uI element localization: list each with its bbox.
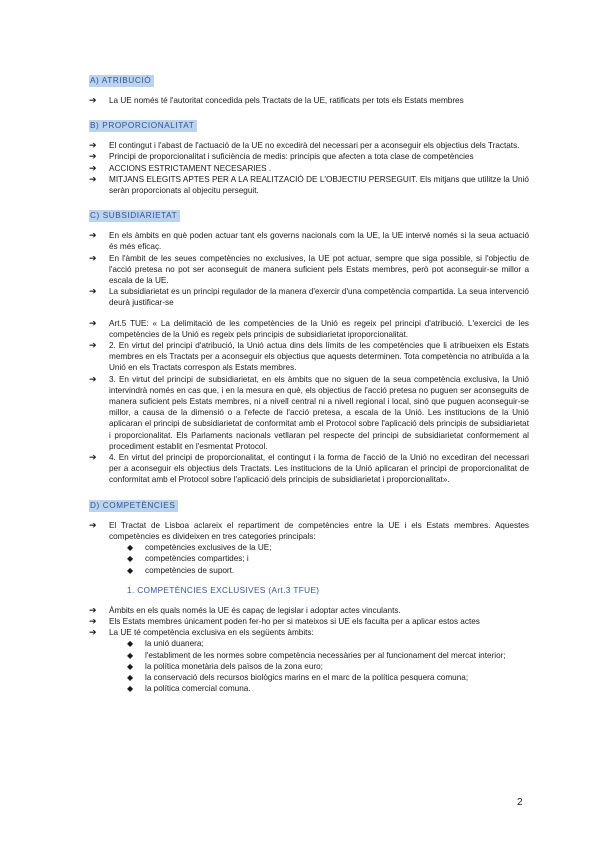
list-item-text: La UE només té l'autoritat concedida pels Tractats de la UE, ratificats per tots els Estats membres bbox=[109, 96, 464, 105]
arrow-right-icon: ➔ bbox=[89, 162, 97, 173]
list-item-text: MITJANS ELEGITS APTES PER A LA REALITZACIÓ DE L'OBJECTIU PERSEGUIT. Els mitjans que utilitze la Unió seràn proporcionats al objecitu perseguit. bbox=[109, 174, 529, 196]
list-item-text: 4. En virtut del principi de proporcionalitat, el contingut i la forma de l'acció de la Unió no excediran del necessari per a aconseguir els objectius dels Tractats. Les institucions de la Unió aplicaran el principi de proporcionalitat de conformitat amb el Protocol sobre l'aplicació dels principis de subsidiarietat i proporcionalitat». bbox=[109, 453, 529, 485]
list-item-text: Art.5 TUE: « La delimitació de les competències de la Unió es regeix pel principi d'atribució. L'exercici de les competències de la Unió es regeix pels principis de subsidiarietat iproporcionalitat. bbox=[109, 318, 529, 339]
section-heading: D) COMPETÈNCIES bbox=[89, 500, 178, 512]
list-item bbox=[89, 230, 529, 252]
list-item-text: La subsidiarietat es un principi regulador de la manera d'exercir d'una competència compartida. La seua intervenció deurà justificar-se bbox=[109, 287, 529, 308]
list-item-text: El Tractat de Lisboa aclareix el repartiment de competències entre la UE i els Estats membres. Aquestes competències es divideixen en tres categories principals: bbox=[109, 520, 529, 541]
arrow-right-icon: ➔ bbox=[89, 252, 97, 263]
arrow-right-icon: ➔ bbox=[89, 452, 97, 463]
sub-list-item-text: competències compartides; i bbox=[145, 554, 249, 564]
sub-list-item-text: competències exclusives de la UE; bbox=[145, 543, 272, 553]
sub-list-item-text: competències de suport. bbox=[145, 565, 235, 575]
sub-list-item bbox=[89, 553, 529, 564]
list-item-text: Àmbits en els quals només la UE és capaç de legislar i adoptar actes vinculants. bbox=[109, 605, 401, 615]
diamond-icon: ◆ bbox=[127, 684, 134, 694]
spacer bbox=[89, 309, 529, 318]
section-heading: C) SUBSIDIARIETAT bbox=[89, 210, 180, 222]
arrow-right-icon: ➔ bbox=[89, 627, 97, 638]
arrow-right-icon: ➔ bbox=[89, 286, 97, 297]
sub-list-item-text: la política comercial comuna. bbox=[145, 684, 251, 694]
diamond-icon: ◆ bbox=[127, 650, 134, 660]
subsection-heading: 1. COMPETÈNCIES EXCLUSIVES (Art.3 TFUE) bbox=[127, 585, 320, 595]
list-item-text: 3. En virtut del principi de subsidiarietat, en els àmbits que no siguen de la seua competència exclusiva, la Unió intervindrà només en cas que, i en la mesura en què, els objectius de l'acció pretesa no puguen ser aconseguits de manera suficient pels Estats membres, ni a nivell central ni a nivell regional i local, sinó que puguen aconseguir-se millor, a causa de la dimensió o a l'efecte de l'acció pretesa, a escala de la Unió. Les institucions de la Unió aplicaran el principi de subsidiarietat de conformitat amb el Protocol sobre l'aplicació dels principis de subsidiarietat i proporcionalitat. Els Parlaments nacionals vetllaran pel respecte del principi de subsidiarietat conformement al procediment establit en l'esmentat Protocol. bbox=[109, 374, 529, 451]
list-item-text: En els àmbits en què poden actuar tant els governs nacionals com la UE, la UE intervé només si la seua actuació és més eficaç. bbox=[109, 231, 529, 252]
arrow-right-icon: ➔ bbox=[89, 317, 97, 328]
list-item-text: 2. En virtut del principi d'atribució, la Unió actua dins dels límits de les competències que li atribueixen els Estats membres en els Tractats per a aconseguir els objectius que aquests determinen. Tota competència no atribuïda a la Unió en els Tractats correspon als Estats membres. bbox=[109, 341, 529, 373]
list-item-text: En l'àmbit de les seues competències no exclusives, la UE pot actuar, sempre que siga possible, si l'objectiu de l'acció pretesa no pot ser aconseguit de manera suficient pels Estats membres, però pot aconseguir-se millor a escala de la UE. bbox=[109, 253, 529, 286]
list-item-text: ACCIONS ESTRICTAMENT NECESARIES . bbox=[109, 163, 272, 173]
diamond-icon: ◆ bbox=[127, 672, 134, 682]
arrow-right-icon: ➔ bbox=[89, 230, 97, 241]
list-item bbox=[89, 95, 529, 106]
section-proporcionalitat bbox=[89, 115, 529, 196]
list-item bbox=[89, 163, 529, 174]
list-item bbox=[89, 374, 529, 452]
sub-list-item-text: la política monetària dels països de la zona euro; bbox=[145, 661, 323, 671]
sub-list-item bbox=[89, 565, 529, 576]
section-heading: A) ATRIBUCIÓ bbox=[89, 75, 154, 87]
arrow-right-icon: ➔ bbox=[89, 519, 97, 530]
sub-list-item bbox=[89, 638, 529, 649]
sub-list-item-text: l'establiment de les normes sobre competència necessàries per al funcionament del mercat interior; bbox=[145, 650, 506, 660]
list-item-text: Principi de proporcionalitat i suficiència de medis: principis que afecten a tota clase de competències bbox=[109, 152, 474, 162]
list-item bbox=[89, 627, 529, 638]
section-atribucio bbox=[89, 70, 529, 106]
list-item bbox=[89, 616, 529, 627]
arrow-right-icon: ➔ bbox=[89, 615, 97, 626]
arrow-right-icon: ➔ bbox=[89, 340, 97, 351]
list-item bbox=[89, 318, 529, 340]
sub-list-item-text: la conservació dels recursos biològics marins en el marc de la política pesquera comuna; bbox=[145, 672, 469, 682]
page-content bbox=[89, 70, 529, 703]
arrow-right-icon: ➔ bbox=[89, 140, 97, 151]
list-item bbox=[89, 151, 529, 162]
list-item bbox=[89, 605, 529, 616]
sub-list-item bbox=[89, 672, 529, 683]
arrow-right-icon: ➔ bbox=[89, 151, 97, 162]
list-item bbox=[89, 520, 529, 542]
list-item bbox=[89, 286, 529, 308]
section-heading: B) PROPORCIONALITAT bbox=[89, 120, 197, 132]
list-item bbox=[89, 253, 529, 287]
list-item-text: La UE té competència exclusiva en els següents àmbits: bbox=[109, 628, 314, 638]
sub-list-item bbox=[89, 683, 529, 694]
list-item-text: Els Estats membres únicament poden fer-ho per si mateixos si UE els faculta per a aplicar estos actes bbox=[109, 616, 480, 626]
arrow-right-icon: ➔ bbox=[89, 95, 97, 105]
diamond-icon: ◆ bbox=[127, 543, 134, 553]
section-subsidiarietat bbox=[89, 205, 529, 485]
page-number: 2 bbox=[517, 797, 523, 808]
diamond-icon: ◆ bbox=[127, 554, 134, 564]
sub-list-item bbox=[89, 650, 529, 661]
section-competencies bbox=[89, 495, 529, 695]
list-item bbox=[89, 452, 529, 486]
list-item bbox=[89, 174, 529, 196]
diamond-icon: ◆ bbox=[127, 661, 134, 671]
sub-list-item bbox=[89, 661, 529, 672]
sub-list-item-text: la unió duanera; bbox=[145, 639, 204, 649]
sub-list-item bbox=[89, 542, 529, 553]
arrow-right-icon: ➔ bbox=[89, 373, 97, 384]
arrow-right-icon: ➔ bbox=[89, 173, 97, 184]
diamond-icon: ◆ bbox=[127, 639, 134, 649]
list-item bbox=[89, 340, 529, 374]
list-item bbox=[89, 140, 529, 151]
diamond-icon: ◆ bbox=[127, 565, 134, 575]
arrow-right-icon: ➔ bbox=[89, 604, 97, 615]
list-item-text: El contingut i l'abast de l'actuació de la UE no excedirà del necessari per a aconseguir els objectius dels Tractats. bbox=[109, 141, 520, 151]
